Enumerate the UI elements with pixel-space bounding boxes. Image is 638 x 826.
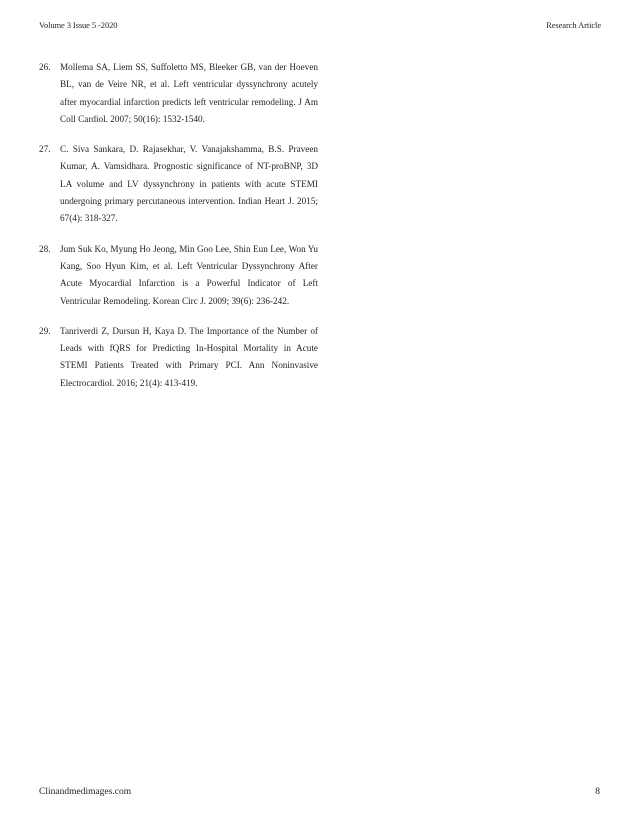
reference-text: Jum Suk Ko, Myung Ho Jeong, Min Goo Lee, Shin Eun Lee, Won Yu Kang, Soo Hyun Kim, et al. Left Ventricular Dyssynchrony After Acute Myocardial Infarction is a Powerful Indicator of Left Ventricular Remodeling. Korean Circ J. 2009; 39(6): 236-242. (60, 243, 318, 306)
reference-number: 29. (39, 325, 51, 336)
reference-text: Tanriverdi Z, Dursun H, Kaya D. The Importance of the Number of Leads with fQRS for Predicting In-Hospital Mortality in Acute STEMI Patients Treated with Primary PCI. Ann Noninvasive Electrocardiol. 2016; 21(4): 413-419. (60, 325, 318, 388)
website-footer: Clinandmedimages.com (39, 787, 132, 797)
reference-number: 27. (39, 144, 51, 155)
reference-text: Mollema SA, Liem SS, Suffoletto MS, Bleeker GB, van der Hoeven BL, van de Veire NR, et al. Left ventricular dyssynchrony acutely after myocardial infarction predicts left ventricular remodeling. J Am Coll Cardiol. 2007; 50(16): 1532-1540. (60, 62, 318, 124)
reference-number: 26. (39, 62, 51, 72)
reference-item (39, 241, 318, 310)
reference-item (39, 141, 318, 227)
article-type-header: Research Article (546, 20, 601, 30)
reference-list (39, 59, 318, 405)
reference-number: 28. (39, 243, 51, 254)
reference-item (39, 59, 318, 128)
page-number: 8 (595, 787, 600, 797)
reference-item (39, 323, 318, 392)
reference-text: C. Siva Sankara, D. Rajasekhar, V. Vanajakshamma, B.S. Praveen Kumar, A. Vamsidhara. Prognostic significance of NT-proBNP, 3D LA volume and LV dyssynchrony in patients with acute STEMI undergoing primary percutaneous intervention. Indian Heart J. 2015; 67(4): 318-327. (60, 144, 318, 224)
journal-volume-header: Volume 3 Issue 5 -2020 (39, 20, 118, 30)
